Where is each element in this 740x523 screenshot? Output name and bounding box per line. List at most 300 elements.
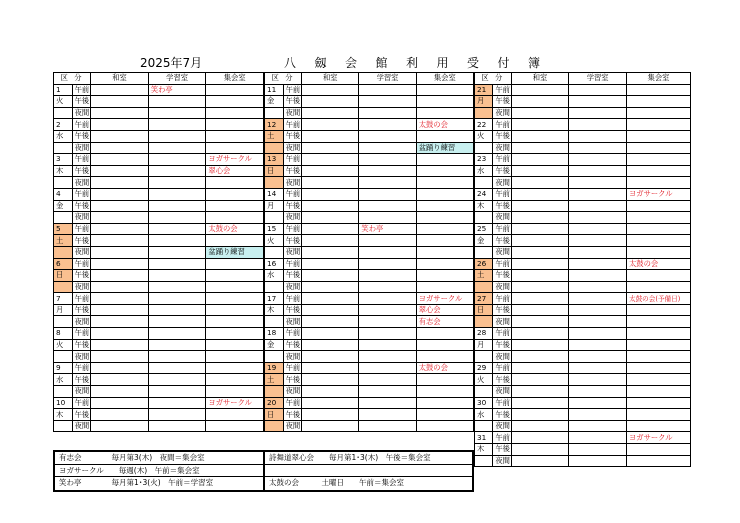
booking-cell[interactable] bbox=[569, 200, 627, 212]
booking-cell[interactable] bbox=[302, 397, 359, 409]
booking-cell[interactable] bbox=[359, 154, 416, 166]
booking-cell[interactable] bbox=[416, 177, 473, 189]
booking-cell[interactable] bbox=[91, 96, 149, 108]
booking-cell[interactable] bbox=[627, 351, 691, 363]
booking-cell[interactable] bbox=[511, 154, 569, 166]
booking-cell[interactable] bbox=[206, 270, 264, 282]
booking-cell[interactable] bbox=[511, 235, 569, 247]
booking-cell[interactable] bbox=[302, 351, 359, 363]
booking-cell[interactable] bbox=[569, 293, 627, 305]
booking-cell[interactable] bbox=[569, 432, 627, 444]
booking-cell[interactable] bbox=[569, 304, 627, 316]
booking-cell[interactable] bbox=[627, 142, 691, 154]
booking-cell[interactable] bbox=[627, 316, 691, 328]
time-slot-label: 午後 bbox=[493, 444, 511, 456]
booking-cell[interactable] bbox=[206, 119, 264, 131]
booking-cell[interactable] bbox=[91, 374, 149, 386]
booking-cell[interactable] bbox=[416, 420, 473, 432]
booking-cell[interactable]: 有志会 bbox=[416, 316, 473, 328]
booking-cell[interactable] bbox=[359, 386, 416, 398]
booking-cell[interactable] bbox=[511, 316, 569, 328]
table-row bbox=[54, 142, 264, 154]
booking-cell[interactable] bbox=[416, 107, 473, 119]
booking-cell[interactable] bbox=[302, 188, 359, 200]
booking-cell[interactable] bbox=[569, 374, 627, 386]
booking-cell[interactable] bbox=[148, 293, 206, 305]
booking-cell[interactable] bbox=[569, 130, 627, 142]
booking-cell[interactable] bbox=[569, 328, 627, 340]
booking-cell[interactable]: 笑わ亭 bbox=[148, 84, 206, 96]
booking-cell[interactable] bbox=[511, 84, 569, 96]
column-header-gakushu: 学習室 bbox=[569, 73, 627, 85]
booking-cell[interactable] bbox=[416, 351, 473, 363]
booking-cell[interactable] bbox=[511, 188, 569, 200]
booking-cell[interactable] bbox=[416, 409, 473, 421]
day-number: 29 bbox=[475, 362, 493, 374]
booking-cell[interactable] bbox=[359, 328, 416, 340]
booking-cell[interactable] bbox=[569, 339, 627, 351]
booking-cell[interactable] bbox=[569, 84, 627, 96]
booking-cell[interactable] bbox=[148, 188, 206, 200]
booking-cell[interactable] bbox=[148, 177, 206, 189]
booking-cell[interactable] bbox=[569, 270, 627, 282]
booking-cell[interactable] bbox=[416, 374, 473, 386]
booking-cell[interactable] bbox=[569, 165, 627, 177]
booking-cell[interactable] bbox=[359, 316, 416, 328]
day-number: 31 bbox=[475, 432, 493, 444]
booking-cell[interactable] bbox=[511, 409, 569, 421]
booking-cell[interactable] bbox=[511, 212, 569, 224]
booking-cell[interactable] bbox=[91, 246, 149, 258]
booking-cell[interactable] bbox=[627, 444, 691, 456]
booking-cell[interactable] bbox=[511, 258, 569, 270]
booking-cell[interactable] bbox=[206, 177, 264, 189]
day-of-week: 水 bbox=[265, 270, 284, 282]
booking-cell[interactable] bbox=[206, 409, 264, 421]
booking-cell[interactable] bbox=[148, 386, 206, 398]
booking-cell[interactable] bbox=[627, 107, 691, 119]
booking-cell[interactable]: 盆踊り練習 bbox=[416, 142, 473, 154]
booking-cell[interactable] bbox=[359, 420, 416, 432]
booking-cell[interactable] bbox=[302, 386, 359, 398]
booking-cell[interactable] bbox=[91, 130, 149, 142]
booking-cell[interactable] bbox=[627, 409, 691, 421]
booking-cell[interactable] bbox=[416, 339, 473, 351]
booking-cell[interactable] bbox=[302, 142, 359, 154]
booking-cell[interactable] bbox=[569, 119, 627, 131]
booking-cell[interactable] bbox=[359, 397, 416, 409]
booking-cell[interactable]: 翠心会 bbox=[416, 304, 473, 316]
booking-cell[interactable] bbox=[627, 84, 691, 96]
booking-cell[interactable]: 笑わ亭 bbox=[359, 223, 416, 235]
day-cell-blank bbox=[54, 281, 73, 293]
booking-cell[interactable] bbox=[148, 212, 206, 224]
booking-cell[interactable]: 太鼓の会(予備日) bbox=[627, 293, 691, 305]
booking-cell[interactable] bbox=[627, 212, 691, 224]
booking-cell[interactable] bbox=[416, 188, 473, 200]
booking-cell[interactable] bbox=[627, 386, 691, 398]
booking-cell[interactable] bbox=[416, 328, 473, 340]
booking-cell[interactable] bbox=[302, 362, 359, 374]
booking-cell[interactable] bbox=[627, 235, 691, 247]
booking-cell[interactable] bbox=[569, 420, 627, 432]
time-slot-label: 夜間 bbox=[72, 177, 91, 189]
booking-cell[interactable] bbox=[569, 246, 627, 258]
booking-cell[interactable] bbox=[627, 154, 691, 166]
booking-cell[interactable] bbox=[359, 84, 416, 96]
booking-cell[interactable] bbox=[206, 142, 264, 154]
booking-cell[interactable] bbox=[511, 281, 569, 293]
booking-cell[interactable] bbox=[359, 142, 416, 154]
booking-cell[interactable] bbox=[302, 235, 359, 247]
booking-cell[interactable] bbox=[511, 444, 569, 456]
booking-cell[interactable] bbox=[416, 223, 473, 235]
booking-cell[interactable] bbox=[302, 96, 359, 108]
time-slot-label: 午後 bbox=[493, 130, 511, 142]
booking-cell[interactable] bbox=[148, 397, 206, 409]
booking-cell[interactable] bbox=[206, 96, 264, 108]
booking-cell[interactable] bbox=[511, 107, 569, 119]
booking-cell[interactable] bbox=[627, 246, 691, 258]
booking-cell[interactable]: 太鼓の会 bbox=[416, 119, 473, 131]
booking-cell[interactable] bbox=[148, 351, 206, 363]
booking-cell[interactable] bbox=[91, 223, 149, 235]
booking-cell[interactable] bbox=[627, 200, 691, 212]
booking-cell[interactable] bbox=[416, 397, 473, 409]
booking-cell[interactable] bbox=[206, 420, 264, 432]
time-slot-label: 午後 bbox=[283, 270, 302, 282]
booking-cell[interactable] bbox=[627, 281, 691, 293]
booking-cell[interactable] bbox=[302, 177, 359, 189]
booking-cell[interactable] bbox=[416, 130, 473, 142]
time-slot-label: 午前 bbox=[72, 188, 91, 200]
booking-cell[interactable] bbox=[511, 223, 569, 235]
booking-cell[interactable] bbox=[569, 96, 627, 108]
booking-cell[interactable] bbox=[302, 212, 359, 224]
booking-cell[interactable] bbox=[359, 304, 416, 316]
booking-cell[interactable] bbox=[511, 142, 569, 154]
booking-cell[interactable] bbox=[416, 200, 473, 212]
booking-cell[interactable] bbox=[627, 96, 691, 108]
booking-cell[interactable] bbox=[206, 107, 264, 119]
booking-cell[interactable] bbox=[569, 235, 627, 247]
column-header-row bbox=[475, 73, 691, 85]
booking-cell[interactable] bbox=[91, 293, 149, 305]
booking-cell[interactable] bbox=[148, 281, 206, 293]
booking-cell[interactable] bbox=[627, 119, 691, 131]
time-slot-label: 午前 bbox=[72, 362, 91, 374]
booking-cell[interactable] bbox=[148, 304, 206, 316]
booking-cell[interactable] bbox=[91, 316, 149, 328]
booking-cell[interactable] bbox=[91, 212, 149, 224]
booking-cell[interactable] bbox=[627, 397, 691, 409]
booking-cell[interactable] bbox=[148, 316, 206, 328]
booking-cell[interactable] bbox=[511, 397, 569, 409]
booking-cell[interactable] bbox=[302, 200, 359, 212]
booking-cell[interactable] bbox=[511, 328, 569, 340]
booking-cell[interactable] bbox=[91, 328, 149, 340]
booking-cell[interactable] bbox=[206, 362, 264, 374]
booking-cell[interactable] bbox=[359, 235, 416, 247]
booking-cell[interactable] bbox=[627, 374, 691, 386]
booking-cell[interactable] bbox=[302, 165, 359, 177]
booking-cell[interactable] bbox=[359, 188, 416, 200]
booking-cell[interactable] bbox=[148, 258, 206, 270]
booking-cell[interactable] bbox=[302, 293, 359, 305]
booking-cell[interactable] bbox=[511, 177, 569, 189]
booking-cell[interactable] bbox=[569, 281, 627, 293]
booking-cell[interactable] bbox=[627, 304, 691, 316]
booking-cell[interactable] bbox=[416, 165, 473, 177]
booking-cell[interactable] bbox=[148, 246, 206, 258]
booking-cell[interactable] bbox=[569, 154, 627, 166]
booking-cell[interactable] bbox=[206, 188, 264, 200]
booking-cell[interactable] bbox=[627, 270, 691, 282]
booking-cell[interactable] bbox=[627, 455, 691, 467]
booking-cell[interactable] bbox=[206, 212, 264, 224]
booking-cell[interactable] bbox=[302, 409, 359, 421]
booking-cell[interactable] bbox=[91, 188, 149, 200]
table-row bbox=[475, 339, 691, 351]
booking-cell[interactable] bbox=[359, 96, 416, 108]
booking-cell[interactable] bbox=[511, 362, 569, 374]
booking-cell[interactable] bbox=[569, 188, 627, 200]
booking-cell[interactable] bbox=[627, 339, 691, 351]
booking-cell[interactable]: 太鼓の会 bbox=[416, 362, 473, 374]
booking-cell[interactable] bbox=[569, 455, 627, 467]
booking-cell[interactable] bbox=[416, 270, 473, 282]
booking-cell[interactable] bbox=[569, 142, 627, 154]
booking-cell[interactable] bbox=[511, 246, 569, 258]
booking-cell[interactable]: ヨガサークル bbox=[206, 154, 264, 166]
booking-cell[interactable] bbox=[416, 246, 473, 258]
booking-cell[interactable] bbox=[206, 374, 264, 386]
booking-cell[interactable] bbox=[206, 200, 264, 212]
booking-cell[interactable] bbox=[148, 154, 206, 166]
booking-cell[interactable] bbox=[627, 362, 691, 374]
booking-cell[interactable] bbox=[359, 374, 416, 386]
booking-cell[interactable]: 翠心会 bbox=[206, 165, 264, 177]
booking-cell[interactable] bbox=[91, 420, 149, 432]
booking-cell[interactable] bbox=[91, 154, 149, 166]
booking-cell[interactable] bbox=[359, 165, 416, 177]
booking-cell[interactable] bbox=[91, 281, 149, 293]
booking-cell[interactable] bbox=[91, 397, 149, 409]
booking-cell[interactable]: ヨガサークル bbox=[627, 432, 691, 444]
booking-cell[interactable] bbox=[359, 351, 416, 363]
booking-cell[interactable] bbox=[359, 258, 416, 270]
booking-cell[interactable] bbox=[148, 96, 206, 108]
booking-cell[interactable]: ヨガサークル bbox=[627, 188, 691, 200]
booking-cell[interactable] bbox=[569, 386, 627, 398]
booking-cell[interactable] bbox=[206, 235, 264, 247]
booking-cell[interactable] bbox=[359, 200, 416, 212]
booking-cell[interactable] bbox=[206, 304, 264, 316]
booking-cell[interactable] bbox=[148, 328, 206, 340]
booking-cell[interactable] bbox=[359, 362, 416, 374]
booking-cell[interactable] bbox=[569, 258, 627, 270]
time-slot-label: 午前 bbox=[493, 293, 511, 305]
time-slot-label: 午後 bbox=[72, 374, 91, 386]
booking-cell[interactable] bbox=[302, 119, 359, 131]
booking-cell[interactable] bbox=[91, 304, 149, 316]
booking-cell[interactable] bbox=[569, 351, 627, 363]
booking-cell[interactable] bbox=[416, 96, 473, 108]
booking-cell[interactable] bbox=[302, 420, 359, 432]
booking-cell[interactable] bbox=[511, 351, 569, 363]
booking-cell[interactable] bbox=[359, 130, 416, 142]
booking-cell[interactable] bbox=[148, 420, 206, 432]
booking-cell[interactable] bbox=[416, 235, 473, 247]
booking-cell[interactable] bbox=[569, 223, 627, 235]
booking-cell[interactable] bbox=[91, 339, 149, 351]
booking-cell[interactable]: ヨガサークル bbox=[206, 397, 264, 409]
booking-cell[interactable] bbox=[511, 420, 569, 432]
time-slot-label: 午後 bbox=[493, 339, 511, 351]
booking-cell[interactable]: 太鼓の会 bbox=[206, 223, 264, 235]
booking-cell[interactable] bbox=[302, 281, 359, 293]
booking-cell[interactable] bbox=[511, 432, 569, 444]
booking-cell[interactable] bbox=[302, 304, 359, 316]
booking-cell[interactable] bbox=[148, 142, 206, 154]
booking-cell[interactable] bbox=[359, 270, 416, 282]
booking-cell[interactable] bbox=[302, 339, 359, 351]
booking-cell[interactable] bbox=[91, 84, 149, 96]
booking-cell[interactable] bbox=[91, 177, 149, 189]
booking-cell[interactable] bbox=[511, 386, 569, 398]
booking-cell[interactable] bbox=[359, 246, 416, 258]
booking-cell[interactable] bbox=[148, 339, 206, 351]
booking-cell[interactable] bbox=[627, 420, 691, 432]
booking-cell[interactable] bbox=[91, 200, 149, 212]
booking-cell[interactable] bbox=[148, 270, 206, 282]
booking-cell[interactable] bbox=[148, 409, 206, 421]
booking-cell[interactable] bbox=[359, 409, 416, 421]
booking-cell[interactable] bbox=[302, 107, 359, 119]
booking-cell[interactable] bbox=[302, 316, 359, 328]
booking-cell[interactable]: 盆踊り練習 bbox=[206, 246, 264, 258]
booking-cell[interactable] bbox=[206, 84, 264, 96]
booking-cell[interactable] bbox=[416, 212, 473, 224]
booking-cell[interactable] bbox=[302, 223, 359, 235]
booking-cell[interactable] bbox=[206, 258, 264, 270]
booking-cell[interactable] bbox=[569, 444, 627, 456]
booking-cell[interactable] bbox=[511, 455, 569, 467]
booking-cell[interactable] bbox=[511, 270, 569, 282]
time-slot-label: 午前 bbox=[493, 84, 511, 96]
booking-cell[interactable] bbox=[569, 397, 627, 409]
booking-cell[interactable] bbox=[359, 107, 416, 119]
booking-cell[interactable] bbox=[511, 119, 569, 131]
booking-cell[interactable] bbox=[148, 200, 206, 212]
booking-cell[interactable] bbox=[359, 212, 416, 224]
booking-cell[interactable] bbox=[302, 270, 359, 282]
booking-cell[interactable] bbox=[148, 119, 206, 131]
booking-cell[interactable] bbox=[91, 258, 149, 270]
booking-cell[interactable] bbox=[511, 339, 569, 351]
booking-cell[interactable] bbox=[91, 235, 149, 247]
booking-cell[interactable] bbox=[569, 409, 627, 421]
booking-cell[interactable] bbox=[359, 281, 416, 293]
booking-cell[interactable] bbox=[148, 223, 206, 235]
booking-cell[interactable] bbox=[359, 119, 416, 131]
booking-cell[interactable] bbox=[569, 316, 627, 328]
booking-cell[interactable] bbox=[569, 212, 627, 224]
booking-cell[interactable] bbox=[569, 177, 627, 189]
booking-cell[interactable] bbox=[91, 270, 149, 282]
booking-cell[interactable] bbox=[206, 339, 264, 351]
booking-cell[interactable] bbox=[627, 223, 691, 235]
booking-cell[interactable] bbox=[569, 107, 627, 119]
booking-cell[interactable] bbox=[416, 84, 473, 96]
booking-cell[interactable] bbox=[91, 107, 149, 119]
booking-cell[interactable] bbox=[148, 165, 206, 177]
booking-cell[interactable] bbox=[91, 362, 149, 374]
booking-cell[interactable] bbox=[206, 328, 264, 340]
booking-cell[interactable] bbox=[359, 339, 416, 351]
booking-cell[interactable] bbox=[206, 130, 264, 142]
day-of-week: 金 bbox=[475, 235, 493, 247]
day-cell-blank bbox=[54, 212, 73, 224]
booking-cell[interactable] bbox=[416, 281, 473, 293]
booking-cell[interactable] bbox=[359, 293, 416, 305]
booking-cell[interactable] bbox=[627, 165, 691, 177]
booking-cell[interactable]: 太鼓の会 bbox=[627, 258, 691, 270]
booking-cell[interactable] bbox=[206, 351, 264, 363]
booking-cell[interactable] bbox=[627, 328, 691, 340]
booking-cell[interactable] bbox=[302, 130, 359, 142]
booking-cell[interactable] bbox=[569, 362, 627, 374]
booking-cell[interactable] bbox=[91, 409, 149, 421]
booking-cell[interactable] bbox=[206, 386, 264, 398]
booking-cell[interactable] bbox=[511, 374, 569, 386]
booking-cell[interactable] bbox=[511, 165, 569, 177]
booking-cell[interactable] bbox=[511, 130, 569, 142]
booking-cell[interactable] bbox=[511, 304, 569, 316]
booking-cell[interactable] bbox=[148, 362, 206, 374]
booking-cell[interactable] bbox=[511, 293, 569, 305]
booking-cell[interactable] bbox=[359, 177, 416, 189]
booking-cell[interactable] bbox=[416, 154, 473, 166]
booking-cell[interactable] bbox=[627, 130, 691, 142]
booking-cell[interactable] bbox=[91, 165, 149, 177]
booking-cell[interactable] bbox=[302, 258, 359, 270]
booking-cell[interactable] bbox=[302, 154, 359, 166]
booking-cell[interactable] bbox=[416, 386, 473, 398]
booking-cell[interactable] bbox=[91, 351, 149, 363]
booking-cell[interactable] bbox=[206, 316, 264, 328]
booking-cell[interactable] bbox=[302, 246, 359, 258]
booking-cell[interactable] bbox=[627, 177, 691, 189]
booking-cell[interactable] bbox=[416, 258, 473, 270]
booking-cell[interactable]: ヨガサークル bbox=[416, 293, 473, 305]
booking-cell[interactable] bbox=[302, 328, 359, 340]
booking-cell[interactable] bbox=[206, 293, 264, 305]
booking-cell[interactable] bbox=[148, 235, 206, 247]
booking-cell[interactable] bbox=[206, 281, 264, 293]
booking-cell[interactable] bbox=[302, 84, 359, 96]
booking-cell[interactable] bbox=[148, 107, 206, 119]
booking-cell[interactable] bbox=[148, 374, 206, 386]
booking-cell[interactable] bbox=[511, 200, 569, 212]
booking-cell[interactable] bbox=[91, 142, 149, 154]
booking-cell[interactable] bbox=[91, 386, 149, 398]
booking-cell[interactable] bbox=[148, 130, 206, 142]
booking-cell[interactable] bbox=[302, 374, 359, 386]
booking-cell[interactable] bbox=[91, 119, 149, 131]
booking-cell[interactable] bbox=[511, 96, 569, 108]
day-of-week: 木 bbox=[54, 165, 73, 177]
